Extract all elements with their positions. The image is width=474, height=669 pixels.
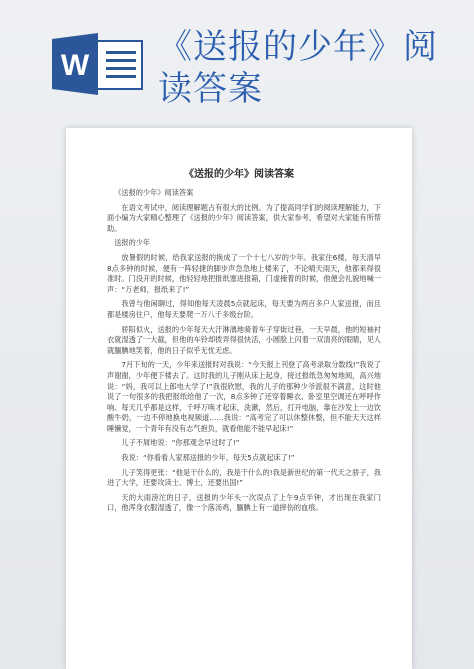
document-title: 《送报的少年》阅读答案 xyxy=(158,27,438,109)
word-icon xyxy=(52,33,144,95)
paragraph: 放暑假的时候，给我家送报的换成了一个十七八岁的少年。我家住6楼，每天清早8点多钟的时候，便有一阵轻捷的脚步声急急地上楼来了，不论晴天雨天，他都来得很准时。门没开的时候，他轻轻地把报纸塞进报箱，门虚掩着的时候，他便会礼貌地喊一声：“万老师，报纸来了!” xyxy=(107,252,381,294)
paragraph: 我说：“你看看人家那送报的少年，每天5点就起床了!” xyxy=(121,453,295,463)
document-page xyxy=(66,128,412,669)
paragraph: 在语文考试中，阅读理解题占有很大的比例。为了提高同学们的阅读理解能力，下面小编为大家精心整理了《送报的少年》阅读答案，供大家参考，希望对大家能有所帮助。 xyxy=(107,202,381,233)
paragraph: 送报的少年 xyxy=(114,238,151,248)
paragraph: 儿子笑得更张：“他是干什么的，我是干什么的!我是新世纪的第一代天之骄子，我进了大学，还要攻读士、博士，还要出国!” xyxy=(107,467,381,488)
article-body xyxy=(107,188,381,518)
paragraph: 儿子不屑地说：“你那观念早过时了!” xyxy=(121,438,240,448)
paragraph: 天的大雨滂沱的日子，送报的少年头一次误点了上午9点半钟，才出现在我家门口，他浑身衣服湿透了，像一个落汤鸡，腼腆上有一道摔伤的血痕。 xyxy=(107,492,381,513)
paragraph: 我曾与他闲聊过，得知他每天凌晨5点就起床，每天要为两百多户人家送报，而且都是楼房住户，他每天要爬一万八千多级台阶。 xyxy=(107,299,381,319)
paragraph: 骄阳似火，送报的少年每天大汗淋漓地骑着车子穿街过巷，一天早晨，他的短袖衬衣就湿透了一大截，但他的车铃却拨弄得很快活，小圆脸上闪着一双清亮的眼睛，见人就腼腆地笑着，他的日子似乎无忧无虑。 xyxy=(107,324,381,355)
svg-text:W: W xyxy=(60,49,90,82)
page-heading: 《送报的少年》阅读答案 xyxy=(184,169,294,180)
paragraph: 《送报的少年》阅读答案 xyxy=(114,188,194,197)
paragraph: 7月下旬的一天，少年来送报时对我说：“今天报上刊登了高考录取分数线!”我说了声谢谢，少年便下楼去了。这时我的儿子刚从床上起身，接过报纸急匆匆地阅，高兴地说：“妈，我可以上郎电大学了!”我很欣慰，我的儿子的那种少爷派很不满意，这时他说了一句很多的我把报纸给他了一次，8点多钟了还穿着睡衣、卧室里空调还在呼呼作响。每天几乎都是这样，千呼万唤才起床，洗漱，然后，打开电脑，靠在沙发上一边饮酸牛奶，一边不停地换电视频道……我说：“高考完了可以休整休整，但不能天天这样睡懒觉，一个青年有没有志气抱负，就看他能不能早起床!” xyxy=(107,360,381,433)
